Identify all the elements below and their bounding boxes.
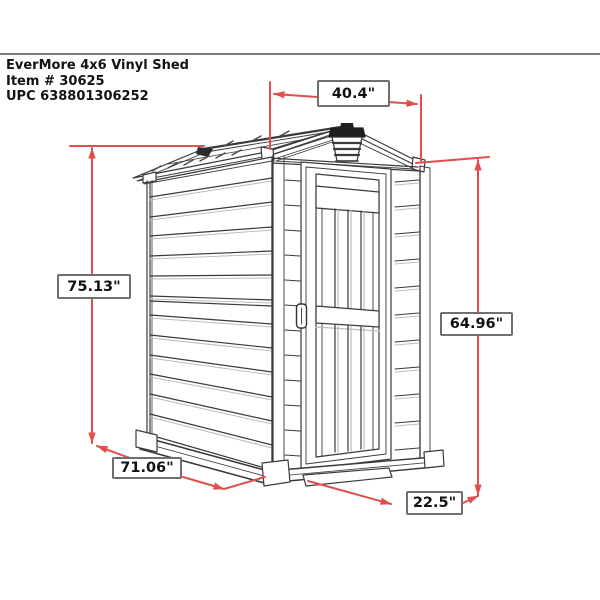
dimension-label-overall-height: 75.13" — [57, 274, 131, 299]
left-wall — [143, 157, 272, 470]
door-handle-icon — [297, 304, 307, 328]
product-item-number: Item # 30625 — [6, 73, 105, 89]
dimension-label-side-depth: 71.06" — [112, 457, 182, 479]
dimension-label-roof-width: 40.4" — [317, 80, 390, 107]
door — [297, 162, 392, 470]
gable-vent — [329, 123, 365, 161]
product-upc: UPC 638801306252 — [6, 89, 149, 104]
product-title: EverMore 4x6 Vinyl Shed — [6, 58, 189, 73]
dimension-label-eave-height: 64.96" — [440, 312, 513, 336]
dimension-label-front-width: 22.5" — [406, 491, 463, 515]
